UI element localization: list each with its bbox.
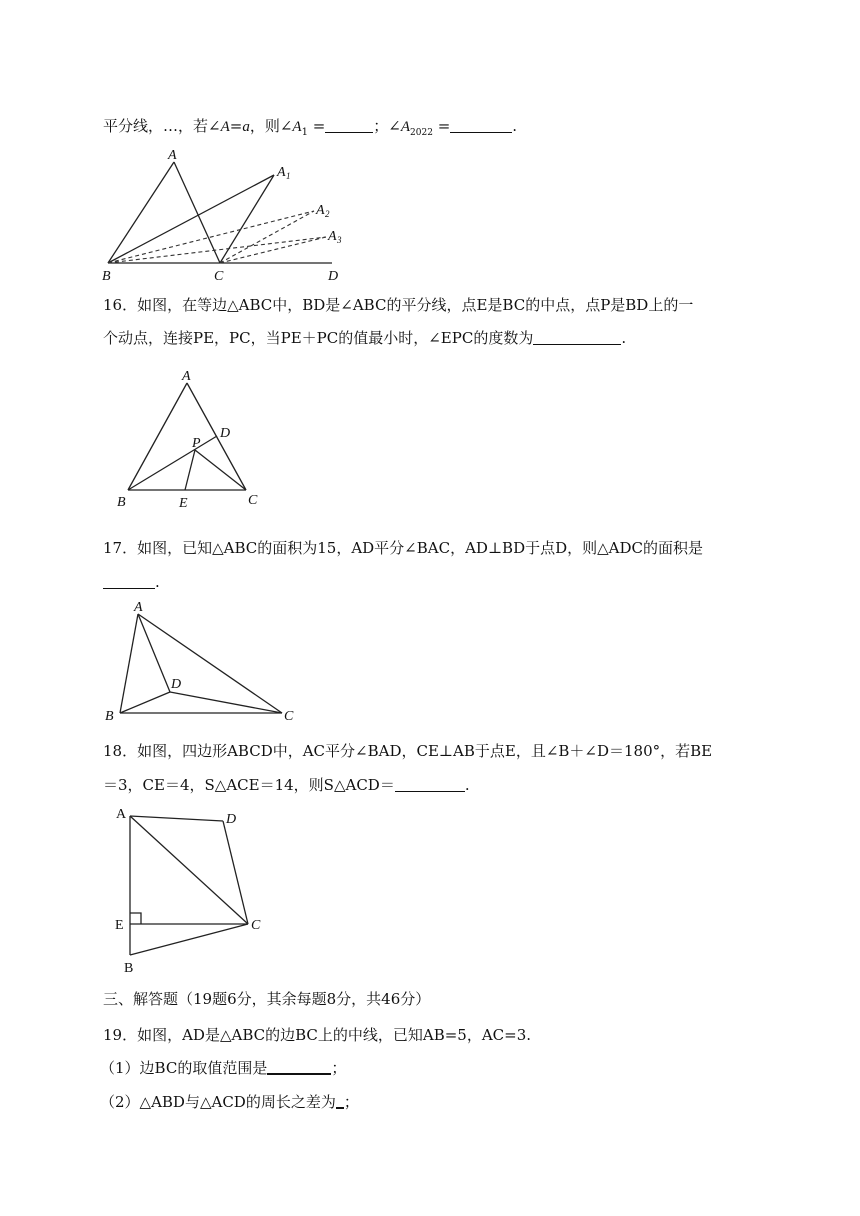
q19-part-1-text: （1）边BC的取值范围是 xyxy=(100,1059,268,1077)
q18-line-1: 18．如图，四边形ABCD中，AC平分∠BAD，CE⊥AB于点E，且∠B＋∠D＝180°，若BE xyxy=(103,742,713,760)
q18-end: . xyxy=(464,776,470,794)
q18-line-2-text: ＝3，CE＝4，S△ACE＝14，则S△ACD＝ xyxy=(103,776,395,794)
q17-segment-AC xyxy=(138,614,282,713)
q16-label-C: C xyxy=(248,493,258,508)
q15-var-a: a xyxy=(242,119,250,135)
q18-label-B: B xyxy=(124,961,134,976)
q19-part-2-answer-blank[interactable] xyxy=(336,1093,344,1109)
q16-figure xyxy=(110,368,270,513)
q15-answer-blank-1[interactable] xyxy=(325,118,373,133)
q15-figure xyxy=(100,145,350,285)
q17-label-B: B xyxy=(105,709,114,724)
q16-segment-PE xyxy=(185,450,195,490)
q16-segment-AB xyxy=(128,383,187,490)
q18-label-E: E xyxy=(115,918,124,933)
q15-segment-AC xyxy=(174,162,220,263)
q15-dash-CA2 xyxy=(220,211,314,263)
q19-part-1-answer-blank[interactable] xyxy=(267,1059,331,1075)
q17-label-D: D xyxy=(171,677,182,692)
q17-segment-AB xyxy=(120,614,138,713)
q17-line-1: 17．如图，已知△ABC的面积为15，AD平分∠BAC，AD⊥BD于点D，则△ADC的面积是 xyxy=(103,539,703,557)
q15-eq3: = xyxy=(432,117,451,135)
q18-label-A: A xyxy=(116,807,127,822)
q15-label-A3: A xyxy=(328,229,337,244)
q15-sub2022: 2022 xyxy=(410,128,433,138)
q15-dash-BA3 xyxy=(108,237,326,263)
q18-label-D: D xyxy=(226,812,237,827)
q18-segment-AC xyxy=(130,816,248,924)
q18-segment-BC xyxy=(130,924,248,955)
q16-label-A: A xyxy=(182,369,191,384)
q15-text-b: ，则∠ xyxy=(249,117,293,135)
q18-answer-blank[interactable] xyxy=(395,777,465,792)
q15-segment-CA1 xyxy=(220,175,274,263)
q17-segment-DC xyxy=(170,692,282,713)
q19-part-2 xyxy=(100,1092,359,1112)
q15-eq: = xyxy=(229,117,243,135)
q19-line-1: 19．如图，AD是△ABC的边BC上的中线，已知AB=5，AC=3. xyxy=(103,1026,532,1044)
q16-end: . xyxy=(621,329,627,347)
q18-segment-AD xyxy=(130,816,223,821)
q15-label-D: D xyxy=(328,269,339,284)
q16-label-B: B xyxy=(117,495,126,510)
q17-answer-blank[interactable] xyxy=(103,574,155,589)
q16-segment-PC xyxy=(195,450,246,490)
q15-label-A2: A xyxy=(316,203,325,218)
q16-label-D: D xyxy=(220,426,231,441)
q15-segment-BA xyxy=(108,162,174,263)
q19-part-2-end: ； xyxy=(343,1093,359,1111)
q16-segment-BD xyxy=(128,436,217,490)
q15-label-A: A xyxy=(168,148,177,163)
q15-sep: ；∠ xyxy=(373,117,401,135)
q15-label-C: C xyxy=(214,269,224,284)
q15-label-A3-sub: 3 xyxy=(337,235,342,245)
q16-label-P: P xyxy=(192,436,201,451)
q17-label-A: A xyxy=(134,600,143,615)
q15-var-A2022: A xyxy=(400,119,411,135)
q17-figure xyxy=(100,598,300,726)
q15-dash-BA2 xyxy=(108,211,314,263)
q15-label-B: B xyxy=(102,269,111,284)
q19-part-2-text: （2）△ABD与△ACD的周长之差为 xyxy=(100,1093,336,1111)
q15-label-A1-sub: 1 xyxy=(286,171,291,181)
q18-segment-DC xyxy=(223,821,248,924)
q15-dash-CA3 xyxy=(220,237,326,263)
section-3-heading: 三、解答题（19题6分，其余每题8分，共46分） xyxy=(103,990,431,1008)
q18-label-C: C xyxy=(251,918,261,933)
q18-right-angle-mark xyxy=(130,913,141,924)
q17-end: . xyxy=(155,573,160,591)
q15-text-a: 平分线，…，若∠ xyxy=(103,117,221,135)
q15-answer-blank-2[interactable] xyxy=(450,118,512,133)
q16-line-2-text: 个动点，连接PE，PC，当PE＋PC的值最小时，∠EPC的度数为 xyxy=(103,329,534,347)
q15-segment-BA1 xyxy=(108,175,274,263)
q15-label-A2-sub: 2 xyxy=(325,209,330,219)
q17-segment-BD xyxy=(120,692,170,713)
q16-label-E: E xyxy=(179,496,188,511)
q15-text-line xyxy=(103,116,517,143)
q15-end: . xyxy=(512,117,518,135)
q16-line-2 xyxy=(103,328,626,348)
q15-var-A1: A xyxy=(292,119,302,135)
q17-line-2 xyxy=(103,572,160,592)
q15-eq2: = xyxy=(307,117,326,135)
q19-part-1 xyxy=(100,1058,346,1078)
q16-line-1: 16．如图，在等边△ABC中，BD是∠ABC的平分线，点E是BC的中点，点P是BD上的一 xyxy=(103,296,694,314)
q15-sub1: 1 xyxy=(301,127,308,138)
q16-answer-blank[interactable] xyxy=(533,330,621,345)
q18-figure xyxy=(108,800,278,980)
q18-line-2 xyxy=(103,775,470,795)
q17-label-C: C xyxy=(284,709,294,724)
q19-part-1-end: ； xyxy=(331,1059,347,1077)
q15-label-A1: A xyxy=(277,165,286,180)
q15-var-A: A xyxy=(220,119,230,135)
